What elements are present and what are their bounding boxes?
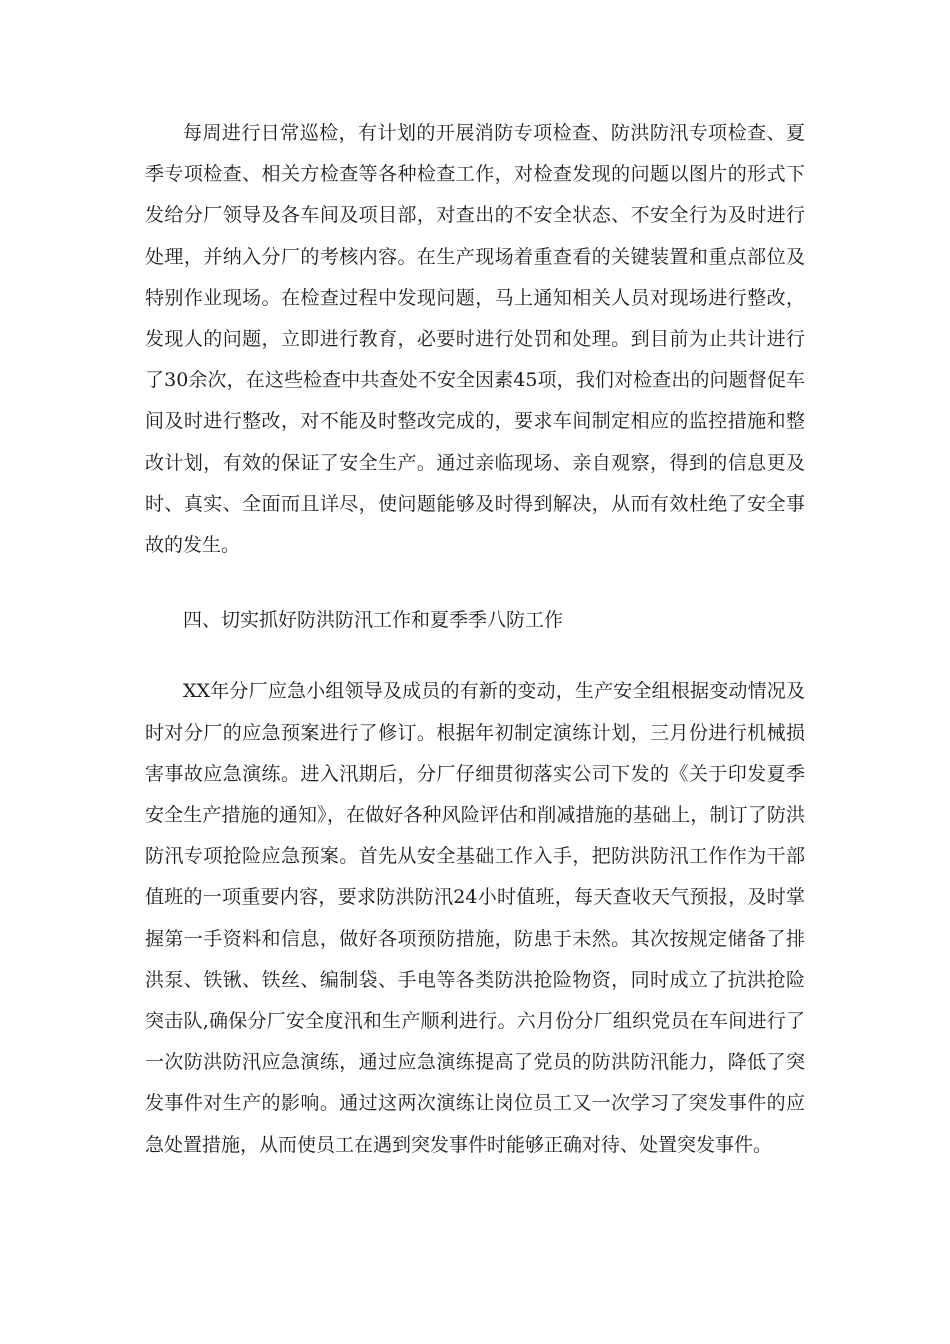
paragraph-inspection: 每周进行日常巡检，有计划的开展消防专项检查、防洪防汛专项检查、夏季专项检查、相关方检查等各种检查工作，对检查发现的问题以图片的形式下发给分厂领导及各车间及项目部，对查出的不安全状态、不安全行为及时进行处理，并纳入分厂的考核内容。在生产现场着重查看的关键装置和重点部位及特别作业现场。在检查过程中发现问题，马上通知相关人员对现场进行整改，发现人的问题，立即进行教育，必要时进行处罚和处理。到目前为止共计进行了30余次，在这些检查中共查处不安全因素45项，我们对检查出的问题督促车间及时进行整改，对不能及时整改完成的，要求车间制定相应的监控措施和整改计划，有效的保证了安全生产。通过亲临现场、亲自观察，得到的信息更及时、真实、全面而且详尽，使问题能够及时得到解决，从而有效杜绝了安全事故的发生。 [145, 122, 805, 557]
document-body [145, 113, 805, 1166]
paragraph-spacer [145, 566, 805, 600]
section-heading-4: 四、切实抓好防洪防汛工作和夏季季八防工作 [183, 609, 564, 632]
paragraph-spacer [145, 641, 805, 671]
paragraph-flood-control: XX年分厂应急小组领导及成员的有新的变动，生产安全组根据变动情况及时对分厂的应急预案进行了修订。根据年初制定演练计划，三月份进行机械损害事故应急演练。进入汛期后，分厂仔细贯彻落实公司下发的《关于印发夏季安全生产措施的通知》，在做好各种风险评估和削减措施的基础上，制订了防洪防汛专项抢险应急预案。首先从安全基础工作入手，把防洪防汛工作作为干部值班的一项重要内容，要求防洪防汛24小时值班，每天查收天气预报，及时掌握第一手资料和信息，做好各项预防措施，防患于未然。其次按规定储备了排洪泵、铁锹、铁丝、编制袋、手电等各类防洪抢险物资，同时成立了抗洪抢险突击队,确保分厂安全度汛和生产顺利进行。六月份分厂组织党员在车间进行了一次防洪防汛应急演练，通过应急演练提高了党员的防洪防汛能力，降低了突发事件对生产的影响。通过这两次演练让岗位员工又一次学习了突发事件的应急处置措施，从而使员工在遇到突发事件时能够正确对待、处置突发事件。 [145, 680, 805, 1156]
